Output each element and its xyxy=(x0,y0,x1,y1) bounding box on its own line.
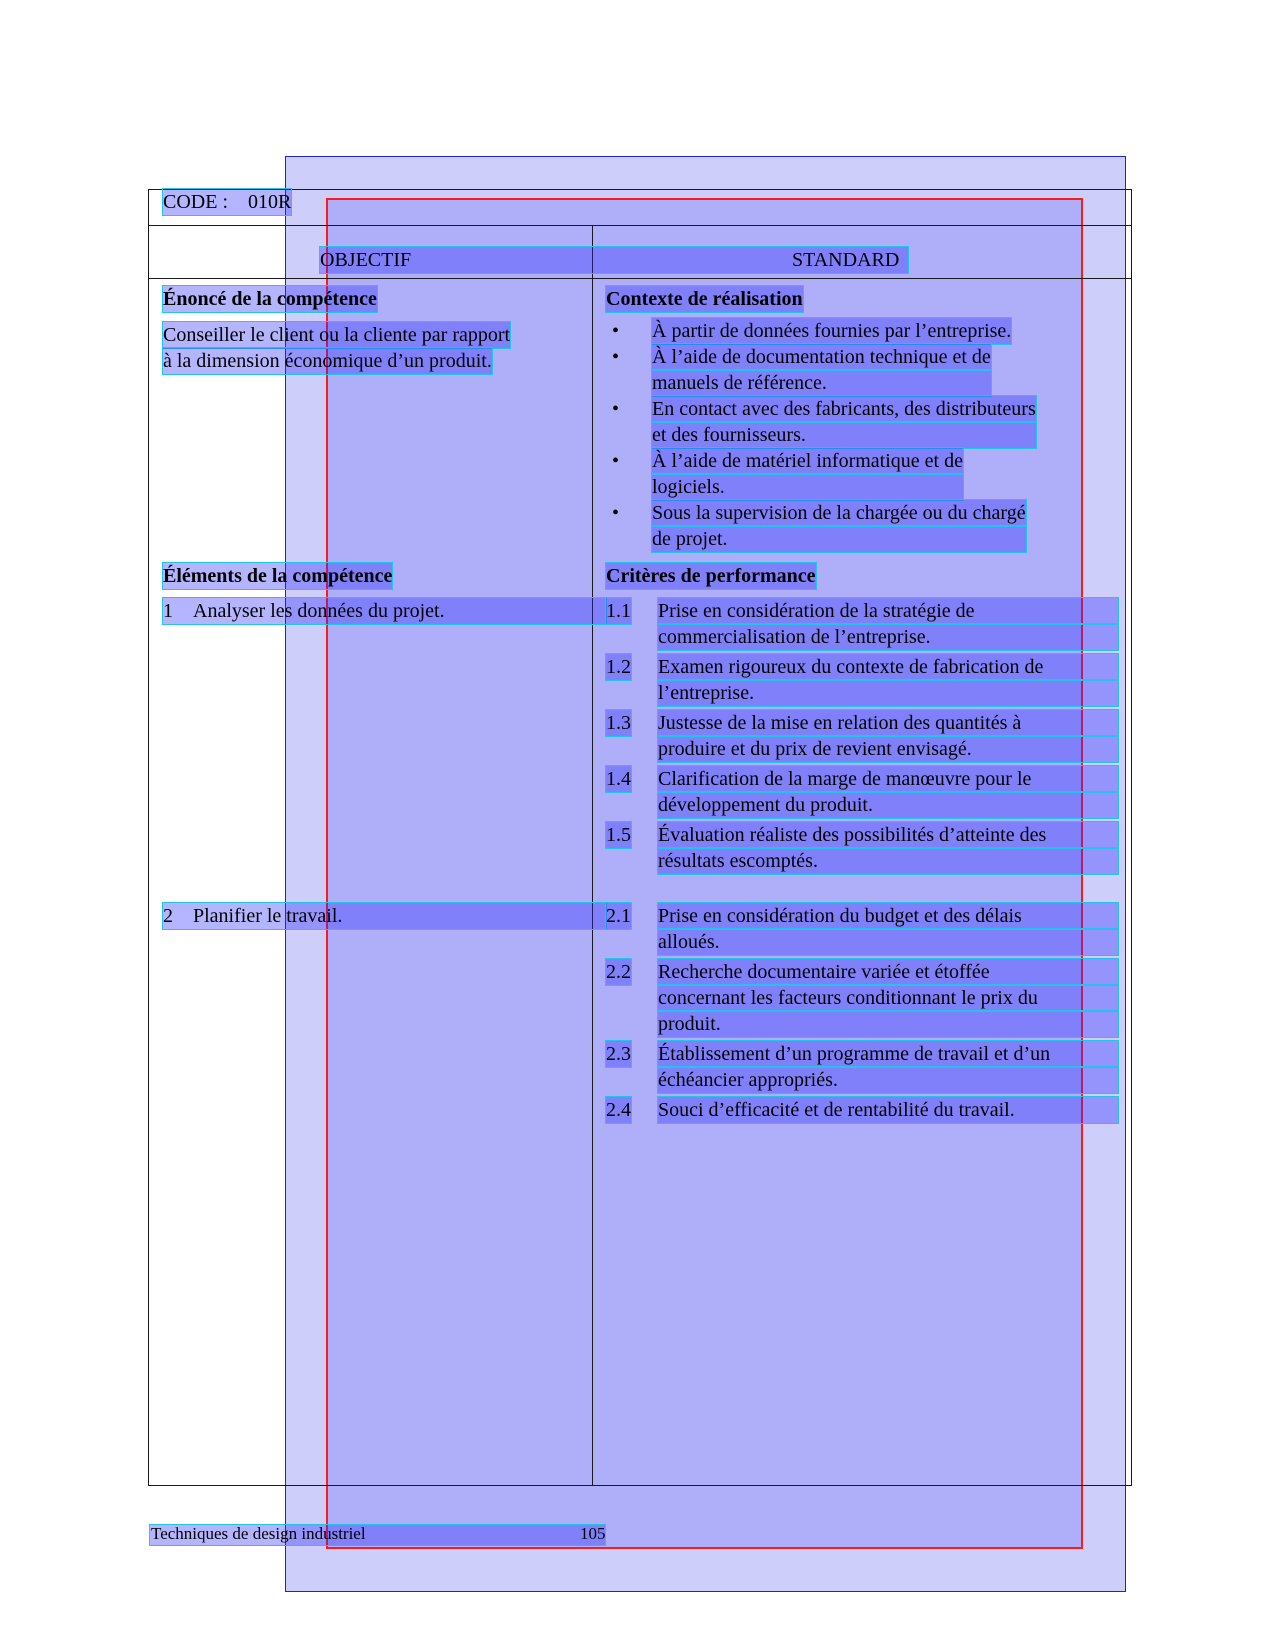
enonce-title: Énoncé de la compétence xyxy=(163,288,377,310)
bullet-icon: • xyxy=(612,450,620,472)
enonce-line-1: Conseiller le client ou la cliente par rapport xyxy=(163,324,511,346)
bullet-icon: • xyxy=(612,502,620,524)
contexte-line: et des fournisseurs. xyxy=(652,422,1036,448)
elements-title: Éléments de la compétence xyxy=(163,565,393,587)
criteres-title: Critères de performance xyxy=(606,565,816,587)
element-item xyxy=(163,903,606,929)
critere-line: alloués. xyxy=(658,929,1118,955)
critere-line: l’entreprise. xyxy=(658,680,1118,706)
contexte-line: À l’aide de matériel informatique et de xyxy=(652,450,963,472)
critere-line: Évaluation réaliste des possibilités d’atteinte des xyxy=(658,822,1118,848)
contexte-line: logiciels. xyxy=(652,474,963,500)
code-row-divider xyxy=(148,225,1132,226)
critere-line: Clarification de la marge de manœuvre pour le xyxy=(658,766,1118,792)
critere-line: commercialisation de l’entreprise. xyxy=(658,624,1118,650)
critere-number: 1.3 xyxy=(606,712,631,734)
contexte-line: À partir de données fournies par l’entreprise. xyxy=(652,320,1012,342)
footer-program: Techniques de design industriel xyxy=(151,1524,366,1543)
critere-line: Établissement d’un programme de travail et d’un xyxy=(658,1041,1118,1067)
bullet-icon: • xyxy=(612,320,620,342)
contexte-line: Sous la supervision de la chargée ou du chargé xyxy=(652,502,1026,524)
element-number: 2 xyxy=(163,905,173,927)
element-number: 1 xyxy=(163,600,173,622)
critere-number: 1.2 xyxy=(606,656,631,678)
critere-number: 1.1 xyxy=(606,600,631,622)
code-line xyxy=(163,189,291,215)
critere-line: échéancier appropriés. xyxy=(658,1067,1118,1093)
element-item xyxy=(163,598,606,624)
code-value: 010R xyxy=(248,191,292,213)
header-objectif: OBJECTIF xyxy=(320,249,412,271)
contexte-line: À l’aide de documentation technique et de xyxy=(652,346,991,368)
critere-line: Justesse de la mise en relation des quantités à xyxy=(658,710,1118,736)
critere-number: 2.1 xyxy=(606,905,631,927)
element-text: Planifier le travail. xyxy=(193,905,343,927)
contexte-line: manuels de référence. xyxy=(652,370,991,396)
bullet-icon: • xyxy=(612,398,620,420)
critere-line: développement du produit. xyxy=(658,792,1118,818)
critere-line: Recherche documentaire variée et étoffée xyxy=(658,959,1118,985)
critere-number: 1.4 xyxy=(606,768,631,790)
critere-line: produire et du prix de revient envisagé. xyxy=(658,736,1118,762)
critere-line: résultats escomptés. xyxy=(658,848,1118,874)
column-divider xyxy=(592,225,593,1486)
critere-line: Examen rigoureux du contexte de fabrication de xyxy=(658,654,1118,680)
contexte-line: de projet. xyxy=(652,526,1026,552)
critere-number: 1.5 xyxy=(606,824,631,846)
critere-line: produit. xyxy=(658,1011,1118,1037)
header-standard: STANDARD xyxy=(792,249,900,271)
critere-number: 2.4 xyxy=(606,1099,631,1121)
header-row-divider xyxy=(148,278,1132,279)
contexte-line: En contact avec des fabricants, des distributeurs xyxy=(652,398,1036,420)
enonce-line-2: à la dimension économique d’un produit. xyxy=(163,350,492,372)
contexte-title: Contexte de réalisation xyxy=(606,288,803,310)
critere-line: concernant les facteurs conditionnant le prix du xyxy=(658,985,1118,1011)
critere-number: 2.2 xyxy=(606,961,631,983)
critere-number: 2.3 xyxy=(606,1043,631,1065)
critere-line: Prise en considération du budget et des délais xyxy=(658,903,1118,929)
critere-line: Prise en considération de la stratégie de xyxy=(658,598,1118,624)
element-text: Analyser les données du projet. xyxy=(193,600,445,622)
critere-line: Souci d’efficacité et de rentabilité du travail. xyxy=(658,1097,1118,1123)
code-label: CODE : xyxy=(163,191,228,213)
bullet-icon: • xyxy=(612,346,620,368)
footer-page-number: 105 xyxy=(580,1524,606,1543)
